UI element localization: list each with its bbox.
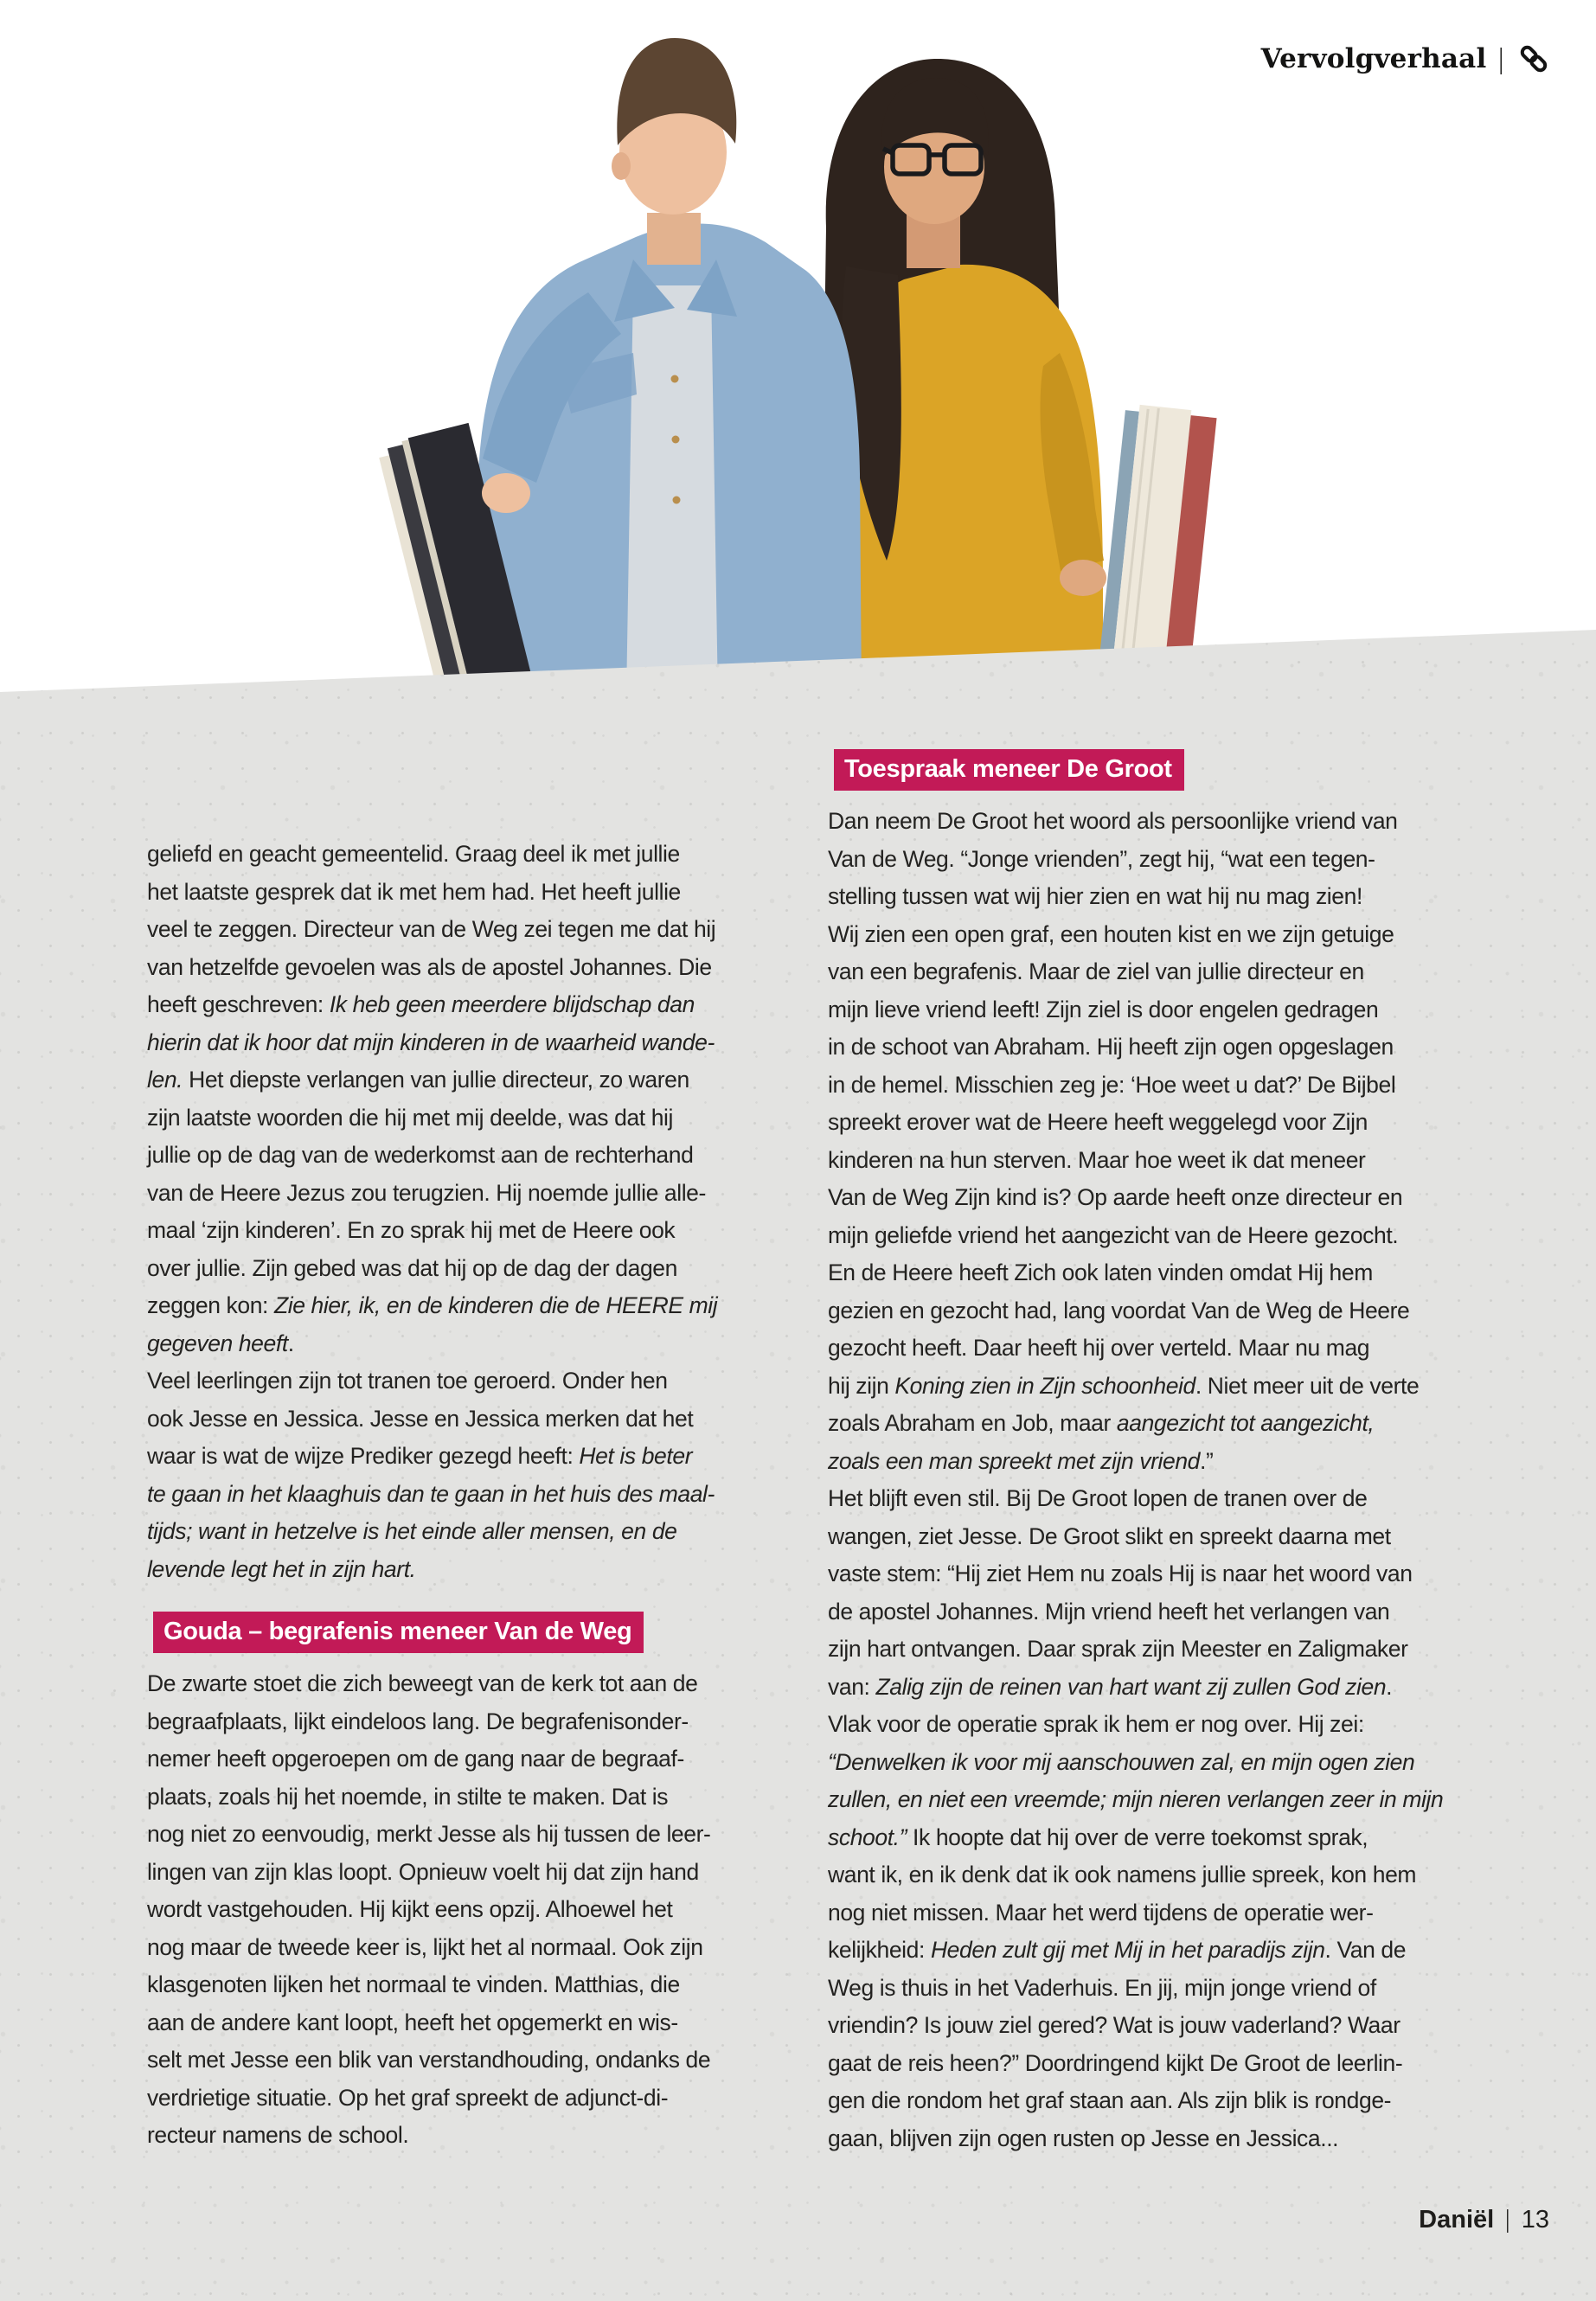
text-line: nemer heeft opgeroepen om de gang naar de begraaf- bbox=[147, 1746, 684, 1772]
text-line: het laatste gesprek dat ik met hem had. Het heeft jullie bbox=[147, 878, 681, 905]
text-line: in de schoot van Abraham. Hij heeft zijn ogen opgeslagen bbox=[828, 1034, 1394, 1060]
text-line: wordt vastgehouden. Hij kijkt eens opzij. Alhoewel het bbox=[147, 1896, 673, 1922]
text-line: Van de Weg Zijn kind is? Op aarde heeft onze directeur en bbox=[828, 1184, 1403, 1210]
text-line: gaan, blijven zijn ogen rusten op Jesse en Jessica... bbox=[828, 2125, 1339, 2151]
paragraph bbox=[828, 803, 1487, 2157]
text-line: hierin dat ik hoor dat mijn kinderen in de waarheid wande- bbox=[147, 1029, 715, 1055]
text-line: Wij zien een open graf, een houten kist en we zijn getuige bbox=[828, 920, 1394, 947]
text-line: van de Heere Jezus zou terugzien. Hij noemde jullie alle- bbox=[147, 1179, 706, 1206]
page-header bbox=[1261, 42, 1551, 76]
section-heading: Gouda – begrafenis meneer Van de Weg bbox=[153, 1612, 644, 1653]
text-line: mijn geliefde vriend het aangezicht van de Heere gezocht. bbox=[828, 1221, 1399, 1248]
text-line: geliefd en geacht gemeentelid. Graag deel ik met jullie bbox=[147, 841, 680, 867]
text-line: gaat de reis heen?” Doordringend kijkt De Groot de leerlin- bbox=[828, 2049, 1403, 2076]
text-line: aan de andere kant loopt, heeft het opgemerkt en wis- bbox=[147, 2009, 678, 2035]
text-line: kelijkheid: Heden zult gij met Mij in het paradijs zijn. Van de bbox=[828, 1937, 1407, 1963]
right-column bbox=[828, 749, 1487, 2157]
girl-figure bbox=[813, 59, 1217, 699]
text-line: veel te zeggen. Directeur van de Weg zei tegen me dat hij bbox=[147, 916, 716, 942]
text-line: zeggen kon: Zie hier, ik, en de kinderen die de HEERE mij bbox=[147, 1292, 718, 1318]
text-line: len. Het diepste verlangen van jullie directeur, zo waren bbox=[147, 1067, 689, 1093]
text-line: waar is wat de wijze Prediker gezegd heeft: Het is beter bbox=[147, 1443, 693, 1469]
text-line: lingen van zijn klas loopt. Opnieuw voelt hij dat zijn hand bbox=[147, 1858, 699, 1885]
text-line: vriendin? Is jouw ziel gered? Wat is jouw vaderland? Waar bbox=[828, 2012, 1401, 2038]
text-line: nog niet missen. Maar het werd tijdens de operatie wer- bbox=[828, 1899, 1374, 1926]
text-line: van hetzelfde gevoelen was als de apostel Johannes. Die bbox=[147, 953, 712, 980]
text-line: nog maar de tweede keer is, lijkt het al normaal. Ook zijn bbox=[147, 1933, 703, 1960]
text-line: Veel leerlingen zijn tot tranen toe geroerd. Onder hen bbox=[147, 1368, 668, 1394]
text-line: nog niet zo eenvoudig, merkt Jesse als hij tussen de leer- bbox=[147, 1821, 711, 1847]
paragraph bbox=[147, 1665, 806, 2155]
text-line: verdrietige situatie. Op het graf spreekt de adjunct-di- bbox=[147, 2084, 669, 2111]
page-footer bbox=[1419, 2206, 1549, 2234]
text-line: Vlak voor de operatie sprak ik hem er nog over. Hij zei: bbox=[828, 1711, 1364, 1737]
text-line: Weg is thuis in het Vaderhuis. En jij, mijn jonge vriend of bbox=[828, 1974, 1376, 2001]
section-heading: Toespraak meneer De Groot bbox=[834, 749, 1184, 791]
text-line: klasgenoten lijken het normaal te vinden. Matthias, die bbox=[147, 1971, 680, 1997]
text-line: schoot.” Ik hoopte dat hij over de verre toekomst sprak, bbox=[828, 1823, 1368, 1850]
text-line: ook Jesse en Jessica. Jesse en Jessica merken dat het bbox=[147, 1405, 694, 1432]
link-icon bbox=[1516, 42, 1551, 76]
text-line: vaste stem: “Hij ziet Hem nu zoals Hij is naar het woord van bbox=[828, 1561, 1413, 1586]
running-head-title: Vervolgverhaal bbox=[1260, 43, 1487, 74]
text-line: En de Heere heeft Zich ook laten vinden omdat Hij hem bbox=[828, 1259, 1373, 1285]
text-line: zoals Abraham en Job, maar aangezicht tot aangezicht, bbox=[828, 1410, 1375, 1436]
text-line: zullen, en niet een vreemde; mijn nieren verlangen zeer in mijn bbox=[828, 1786, 1444, 1812]
text-line: gezien en gezocht had, lang voordat Van de Weg de Heere bbox=[828, 1297, 1410, 1324]
text-line: plaats, zoals hij het noemde, in stilte te maken. Dat is bbox=[147, 1783, 669, 1810]
text-line: De zwarte stoet die zich beweegt van de kerk tot aan de bbox=[147, 1670, 698, 1696]
text-line: kinderen na hun sterven. Maar hoe weet ik dat meneer bbox=[828, 1146, 1366, 1173]
text-line: zijn hart ontvangen. Daar sprak zijn Meester en Zaligmaker bbox=[828, 1636, 1408, 1662]
text-line: jullie op de dag van de wederkomst aan de rechterhand bbox=[147, 1142, 694, 1168]
text-line: mijn lieve vriend leeft! Zijn ziel is door engelen gedragen bbox=[828, 996, 1379, 1022]
text-line: wangen, ziet Jesse. De Groot slikt en spreekt daarna met bbox=[828, 1522, 1391, 1549]
photo-students-back-to-back bbox=[329, 7, 1263, 699]
text-line: Dan neem De Groot het woord als persoonlijke vriend van bbox=[828, 808, 1398, 834]
text-line: tijds; want in hetzelve is het einde aller mensen, en de bbox=[147, 1518, 677, 1544]
text-line: gen die rondom het graf staan aan. Als zijn blik is rondge- bbox=[828, 2087, 1392, 2113]
text-line: zoals een man spreekt met zijn vriend.” bbox=[828, 1447, 1214, 1474]
text-line: spreekt erover wat de Heere heeft weggelegd voor Zijn bbox=[828, 1109, 1368, 1135]
header-separator: | bbox=[1499, 42, 1504, 74]
text-line: hij zijn Koning zien in Zijn schoonheid. Niet meer uit de verte bbox=[828, 1372, 1420, 1399]
footer-separator: | bbox=[1505, 2206, 1510, 2234]
page-number: 13 bbox=[1521, 2206, 1549, 2234]
text-line: want ik, en ik denk dat ik ook namens jullie spreek, kon hem bbox=[828, 1862, 1417, 1888]
text-line: gegeven heeft. bbox=[147, 1330, 294, 1356]
text-line: maal ‘zijn kinderen’. En zo sprak hij met de Heere ook bbox=[147, 1217, 676, 1243]
text-line: te gaan in het klaaghuis dan te gaan in het huis des maal- bbox=[147, 1480, 715, 1507]
text-line: Van de Weg. “Jonge vrienden”, zegt hij, “wat een tegen- bbox=[828, 845, 1375, 872]
text-line: heeft geschreven: Ik heb geen meerdere blijdschap dan bbox=[147, 991, 695, 1017]
text-line: van: Zalig zijn de reinen van hart want zij zullen God zien. bbox=[828, 1673, 1393, 1700]
paragraph bbox=[147, 836, 806, 1588]
text-line: “Denwelken ik voor mij aanschouwen zal, en mijn ogen zien bbox=[828, 1748, 1415, 1775]
text-line: recteur namens de school. bbox=[147, 2122, 409, 2148]
text-line: stelling tussen wat wij hier zien en wat hij nu mag zien! bbox=[828, 883, 1362, 909]
text-line: gezocht heeft. Daar heeft hij over verteld. Maar nu mag bbox=[828, 1335, 1370, 1361]
left-column bbox=[147, 836, 806, 2155]
text-line: zijn laatste woorden die hij met mij deelde, was dat hij bbox=[147, 1104, 674, 1131]
boy-figure bbox=[376, 38, 862, 699]
text-line: van een begrafenis. Maar de ziel van jullie directeur en bbox=[828, 958, 1364, 984]
text-line: over jullie. Zijn gebed was dat hij op de dag der dagen bbox=[147, 1254, 677, 1281]
text-line: levende legt het in zijn hart. bbox=[147, 1555, 416, 1582]
text-line: de apostel Johannes. Mijn vriend heeft het verlangen van bbox=[828, 1598, 1390, 1625]
text-line: in de hemel. Misschien zeg je: ‘Hoe weet u dat?’ De Bijbel bbox=[828, 1071, 1396, 1098]
text-line: begraafplaats, lijkt eindeloos lang. De begrafenisonder- bbox=[147, 1708, 689, 1734]
text-line: selt met Jesse een blik van verstandhouding, ondanks de bbox=[147, 2047, 711, 2073]
girl-books bbox=[1098, 403, 1217, 681]
magazine-name: Daniël bbox=[1419, 2206, 1495, 2234]
text-line: Het blijft even stil. Bij De Groot lopen de tranen over de bbox=[828, 1485, 1368, 1511]
